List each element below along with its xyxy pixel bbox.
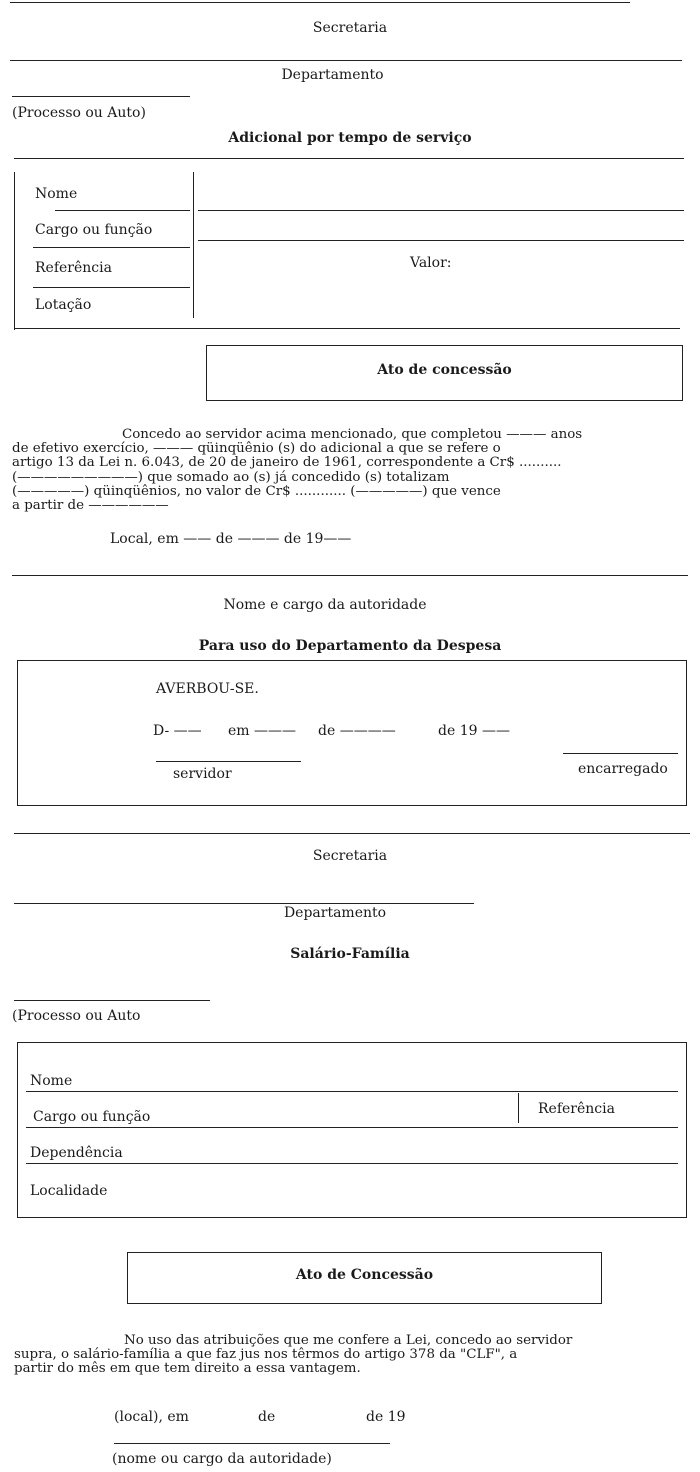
- form2-departamento: Departamento: [283, 905, 387, 921]
- form1-title: Adicional por tempo de serviço: [228, 130, 472, 146]
- form2-autoridade-label: (nome ou cargo da autoridade): [112, 1451, 332, 1467]
- top-rule: [10, 2, 630, 3]
- form2-processo-label: (Processo ou Auto: [12, 1008, 141, 1024]
- valor-label: Valor:: [410, 255, 452, 271]
- body-line-5: (—————) qüinqüênios, no valor de Cr$ ............ (—————) que vence: [12, 483, 501, 499]
- table-left-border: [14, 172, 15, 330]
- form2-nome-rule: [26, 1091, 678, 1092]
- table-divider: [193, 172, 194, 318]
- processo-rule: [12, 96, 190, 97]
- concessao-paragraph: [12, 428, 688, 513]
- form2-referencia-label: Referência: [538, 1101, 615, 1117]
- form2-referencia-divider: [518, 1093, 519, 1123]
- date-de1: de ————: [318, 723, 396, 739]
- body-line-1: Concedo ao servidor acima mencionado, que completou ——— anos: [122, 427, 583, 442]
- averbou-label: AVERBOU-SE.: [156, 681, 259, 697]
- servidor-rule: [156, 761, 301, 762]
- form2-top-rule: [14, 833, 690, 834]
- date-d: D- ——: [153, 723, 202, 739]
- averbacao-box: [17, 660, 687, 806]
- form2-secretaria: Secretaria: [312, 848, 388, 864]
- referencia-rule-left: [33, 287, 190, 288]
- form2-body-line-1: No uso das atribuições que me confere a Lei, concedo ao servidor: [124, 1333, 573, 1348]
- field-nome: Nome: [35, 186, 78, 202]
- form2-ato-box: [127, 1252, 602, 1304]
- form2-date-de2: de 19: [366, 1409, 406, 1425]
- form2-date-de1: de: [258, 1409, 276, 1425]
- despesa-title: Para uso do Departamento da Despesa: [198, 638, 502, 654]
- ato-concessao-title: Ato de concessão: [377, 362, 512, 378]
- field-cargo: Cargo ou função: [35, 222, 153, 238]
- form2-secretaria-rule: [14, 903, 474, 904]
- form2-title: Salário-Família: [290, 946, 410, 962]
- form2-field-localidade: Localidade: [30, 1183, 108, 1199]
- form2-table-box: [17, 1042, 687, 1218]
- table-bottom-rule: [14, 328, 680, 329]
- ato-concessao-box: [206, 345, 683, 401]
- table-top-rule: [14, 158, 684, 159]
- form2-cargo-rule: [26, 1127, 678, 1128]
- form2-processo-rule: [14, 1000, 210, 1001]
- servidor-label: servidor: [173, 766, 232, 782]
- form2-dependencia-rule: [26, 1163, 678, 1164]
- date-em: em ———: [228, 723, 297, 739]
- form2-body-line-2: supra, o salário-família a que faz jus nos têrmos do artigo 378 da "CLF", a: [14, 1347, 518, 1363]
- form2-autoridade-rule: [114, 1443, 390, 1444]
- signature-rule: [12, 575, 688, 576]
- cargo-rule-left: [33, 247, 190, 248]
- form2-ato-title: Ato de Concessão: [295, 1267, 434, 1283]
- local-date-line: Local, em —— de ——— de 19——: [110, 531, 352, 547]
- secretaria-rule: [10, 60, 682, 61]
- form2-body-line-3: partir do mês em que tem direito a essa vantagem.: [14, 1361, 361, 1377]
- nome-cargo-autoridade: Nome e cargo da autoridade: [223, 597, 427, 613]
- form2-local-em: (local), em: [114, 1409, 189, 1425]
- secretaria-label: Secretaria: [312, 20, 388, 36]
- body-line-2: de efetivo exercício, ——— qüinqüênio (s) do adicional a que se refere o: [12, 441, 501, 457]
- field-referencia: Referência: [35, 260, 112, 276]
- form2-field-nome: Nome: [30, 1073, 73, 1089]
- nome-rule-right: [198, 210, 684, 211]
- nome-rule-left: [55, 210, 190, 211]
- body-line-4: (—————————) que somado ao (s) já concedido (s) totalizam: [12, 469, 450, 485]
- body-line-6: a partir de ——————: [12, 498, 169, 514]
- field-lotacao: Lotação: [35, 297, 92, 313]
- processo-label: (Processo ou Auto): [12, 105, 146, 121]
- form2-field-dependencia: Dependência: [30, 1145, 123, 1161]
- body-line-3: artigo 13 da Lei n. 6.043, de 20 de janeiro de 1961, correspondente a Cr$ ..........: [12, 455, 562, 471]
- date-de2: de 19 ——: [438, 723, 510, 739]
- form2-paragraph: [14, 1334, 688, 1377]
- encarregado-label: encarregado: [578, 761, 668, 777]
- cargo-rule-right: [198, 240, 684, 241]
- departamento-label: Departamento: [281, 67, 384, 83]
- form2-field-cargo: Cargo ou função: [33, 1109, 151, 1125]
- encarregado-rule: [563, 753, 678, 754]
